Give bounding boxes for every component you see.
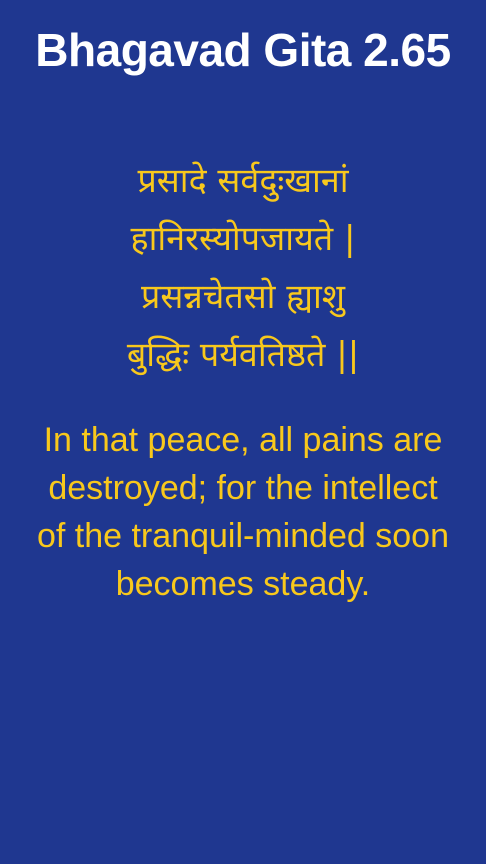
- verse-line-2: हानिरस्योपजायते |: [130, 219, 356, 259]
- verse-line-4: बुद्धिः पर्यवतिष्ठते ||: [126, 335, 360, 375]
- verse-line-1: प्रसादे सर्वदुःखानां: [137, 161, 349, 201]
- translation-line-3: of the tranquil-minded soon: [36, 517, 450, 555]
- english-translation: [0, 416, 486, 608]
- translation-line-1: In that peace, all pains are: [43, 421, 443, 459]
- verse-line-3: प्रसन्नचेतसो ह्याशु: [141, 277, 345, 317]
- translation-line-2: destroyed; for the intellect: [48, 469, 438, 507]
- page-title: Bhagavad Gita 2.65: [35, 24, 451, 76]
- translation-line-4: becomes steady.: [115, 565, 371, 603]
- sanskrit-verse: [0, 152, 486, 384]
